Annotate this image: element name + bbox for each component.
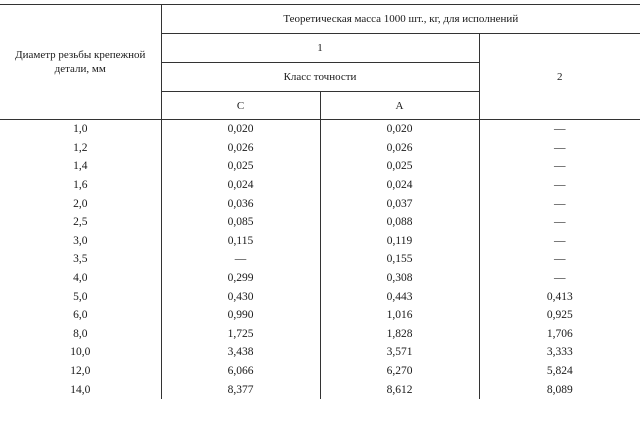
table-row <box>0 157 640 176</box>
cell-diameter: 1,6 <box>0 176 161 195</box>
header-version-2: 2 <box>479 34 640 120</box>
cell-class-a: 0,037 <box>320 194 479 213</box>
table-row <box>0 139 640 158</box>
table-header <box>0 5 640 120</box>
cell-class-c: 0,025 <box>161 157 320 176</box>
cell-diameter: 8,0 <box>0 325 161 344</box>
cell-class-a: 3,571 <box>320 343 479 362</box>
cell-class-a: 0,119 <box>320 232 479 251</box>
header-accuracy-class: Класс точности <box>161 63 479 92</box>
cell-class-a: 0,443 <box>320 287 479 306</box>
cell-class-a: 1,828 <box>320 325 479 344</box>
header-class-c: С <box>161 92 320 120</box>
cell-class-c: 0,430 <box>161 287 320 306</box>
table-row <box>0 213 640 232</box>
cell-class-c: 0,036 <box>161 194 320 213</box>
cell-diameter: 2,5 <box>0 213 161 232</box>
cell-version-2: — <box>479 194 640 213</box>
table-row <box>0 380 640 399</box>
cell-class-a: 0,024 <box>320 176 479 195</box>
table-row <box>0 362 640 381</box>
cell-diameter: 1,2 <box>0 139 161 158</box>
cell-class-c: 0,299 <box>161 269 320 288</box>
cell-class-c: 1,725 <box>161 325 320 344</box>
cell-class-a: 6,270 <box>320 362 479 381</box>
cell-class-c: 0,020 <box>161 120 320 139</box>
cell-class-c: 0,024 <box>161 176 320 195</box>
cell-class-a: 8,612 <box>320 380 479 399</box>
cell-class-a: 0,155 <box>320 250 479 269</box>
cell-class-c: 0,026 <box>161 139 320 158</box>
cell-class-c: — <box>161 250 320 269</box>
cell-version-2: — <box>479 139 640 158</box>
table-row <box>0 176 640 195</box>
cell-diameter: 6,0 <box>0 306 161 325</box>
cell-class-c: 8,377 <box>161 380 320 399</box>
cell-version-2: 8,089 <box>479 380 640 399</box>
cell-version-2: 0,925 <box>479 306 640 325</box>
cell-version-2: 5,824 <box>479 362 640 381</box>
table-row <box>0 232 640 251</box>
table-row <box>0 287 640 306</box>
cell-diameter: 2,0 <box>0 194 161 213</box>
cell-version-2: 1,706 <box>479 325 640 344</box>
cell-class-c: 3,438 <box>161 343 320 362</box>
cell-version-2: — <box>479 213 640 232</box>
cell-class-c: 6,066 <box>161 362 320 381</box>
cell-class-c: 0,115 <box>161 232 320 251</box>
cell-version-2: — <box>479 250 640 269</box>
table-body <box>0 120 640 399</box>
header-class-a: А <box>320 92 479 120</box>
table-row <box>0 250 640 269</box>
cell-version-2: 0,413 <box>479 287 640 306</box>
table-row <box>0 120 640 139</box>
header-mass-title: Теоретическая масса 1000 шт., кг, для исполнений <box>161 5 640 34</box>
cell-class-a: 0,020 <box>320 120 479 139</box>
table-row <box>0 325 640 344</box>
cell-version-2: — <box>479 176 640 195</box>
table-row <box>0 306 640 325</box>
table-row <box>0 269 640 288</box>
cell-diameter: 14,0 <box>0 380 161 399</box>
cell-version-2: 3,333 <box>479 343 640 362</box>
cell-version-2: — <box>479 157 640 176</box>
header-version-1: 1 <box>161 34 479 63</box>
table-row <box>0 194 640 213</box>
cell-version-2: — <box>479 232 640 251</box>
cell-diameter: 3,0 <box>0 232 161 251</box>
cell-version-2: — <box>479 269 640 288</box>
cell-class-a: 1,016 <box>320 306 479 325</box>
header-diameter: Диаметр резьбы крепежной детали, мм <box>0 5 161 120</box>
cell-class-a: 0,025 <box>320 157 479 176</box>
cell-class-a: 0,026 <box>320 139 479 158</box>
cell-diameter: 3,5 <box>0 250 161 269</box>
table-row <box>0 343 640 362</box>
cell-class-c: 0,085 <box>161 213 320 232</box>
cell-version-2: — <box>479 120 640 139</box>
cell-diameter: 10,0 <box>0 343 161 362</box>
cell-diameter: 1,0 <box>0 120 161 139</box>
cell-diameter: 4,0 <box>0 269 161 288</box>
mass-table <box>0 4 640 399</box>
cell-diameter: 12,0 <box>0 362 161 381</box>
cell-diameter: 5,0 <box>0 287 161 306</box>
cell-diameter: 1,4 <box>0 157 161 176</box>
cell-class-a: 0,308 <box>320 269 479 288</box>
cell-class-c: 0,990 <box>161 306 320 325</box>
cell-class-a: 0,088 <box>320 213 479 232</box>
